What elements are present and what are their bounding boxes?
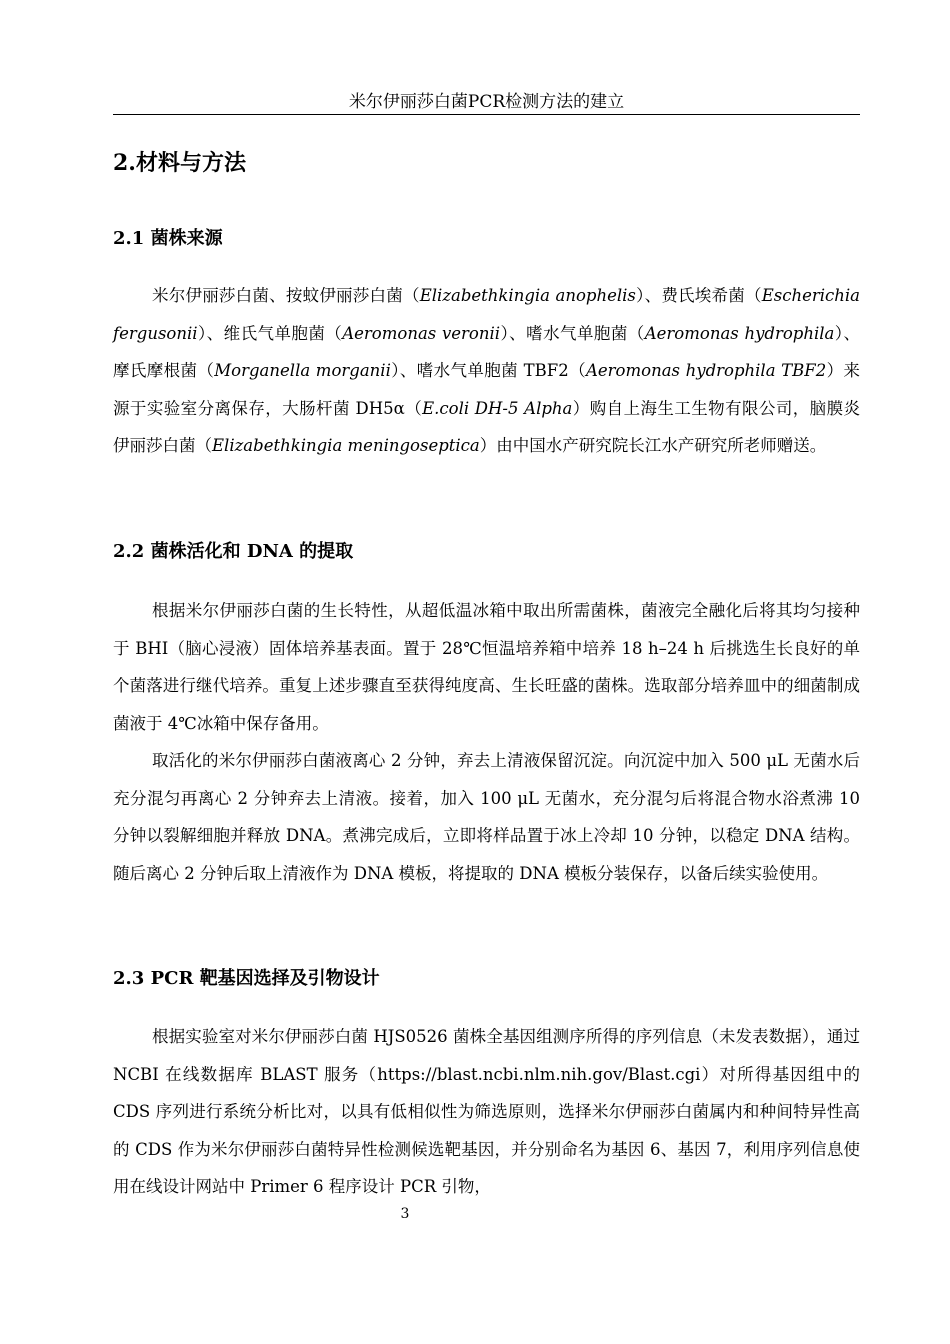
subsection-heading-2-1: 2.1 菌株来源 bbox=[113, 228, 223, 249]
paragraph-strain-activation: 根据米尔伊丽莎白菌的生长特性，从超低温冰箱中取出所需菌株，菌液完全融化后将其均匀接种于 BHI（脑心浸液）固体培养基表面。置于 28℃恒温培养箱中培养 18 h–24 h 后挑选生长良好的单个菌落进行继代培养。重复上述步骤直至获得纯度高、生长旺盛的菌株。选取部分培养皿中的细菌制成菌液于 4℃冰箱中保存备用。 bbox=[113, 601, 860, 733]
subsection-heading-2-3: 2.3 PCR 靶基因选择及引物设计 bbox=[113, 968, 380, 989]
header-rule bbox=[113, 114, 860, 115]
running-header: 米尔伊丽莎白菌PCR检测方法的建立 bbox=[348, 92, 625, 112]
paragraph-dna-extraction: 取活化的米尔伊丽莎白菌液离心 2 分钟，弃去上清液保留沉淀。向沉淀中加入 500 μL 无菌水后充分混匀再离心 2 分钟弃去上清液。接着，加入 100 μL 无菌水，充分混匀后将混合物水浴煮沸 10 分钟以裂解细胞并释放 DNA。煮沸完成后，立即将样品置于冰上冷却 10 分钟，以稳定 DNA 结构。随后离心 2 分钟后取上清液作为 DNA 模板，将提取的 DNA 模板分装保存，以备后续实验使用。 bbox=[113, 751, 860, 883]
paragraph-strain-source: 米尔伊丽莎白菌、按蚊伊丽莎白菌（Elizabethkingia anophelis）、费氏埃希菌（Escherichia fergusonii）、维氏气单胞菌（Aeromonas veronii）、嗜水气单胞菌（Aeromonas hydrophila）、摩氏摩根菌（Morganella morganii）、嗜水气单胞菌 TBF2（Aeromonas hydrophila TBF2）来源于实验室分离保存，大肠杆菌 DH5α（E.coli DH-5 Alpha）购自上海生工生物有限公司，脑膜炎伊丽莎白菌（Elizabethkingia meningoseptica）由中国水产研究院长江水产研究所老师赠送。 bbox=[113, 286, 861, 456]
paragraph-primer-design: 根据实验室对米尔伊丽莎白菌 HJS0526 菌株全基因组测序所得的序列信息（未发表数据），通过 NCBI 在线数据库 BLAST 服务（https://blast.ncbi.nlm.nih.gov/Blast.cgi）对所得基因组中的 CDS 序列进行系统分析比对，以具有低相似性为筛选原则，选择米尔伊丽莎白菌属内和种间特异性高的 CDS 作为米尔伊丽莎白菌特异性检测候选靶基因，并分别命名为基因 6、基因 7，利用序列信息使用在线设计网站中 Primer 6 程序设计 PCR 引物， bbox=[113, 1027, 860, 1197]
subsection-heading-2-2: 2.2 菌株活化和 DNA 的提取 bbox=[113, 541, 354, 562]
section-heading: 2.材料与方法 bbox=[113, 150, 246, 176]
page-number: 3 bbox=[400, 1206, 410, 1222]
